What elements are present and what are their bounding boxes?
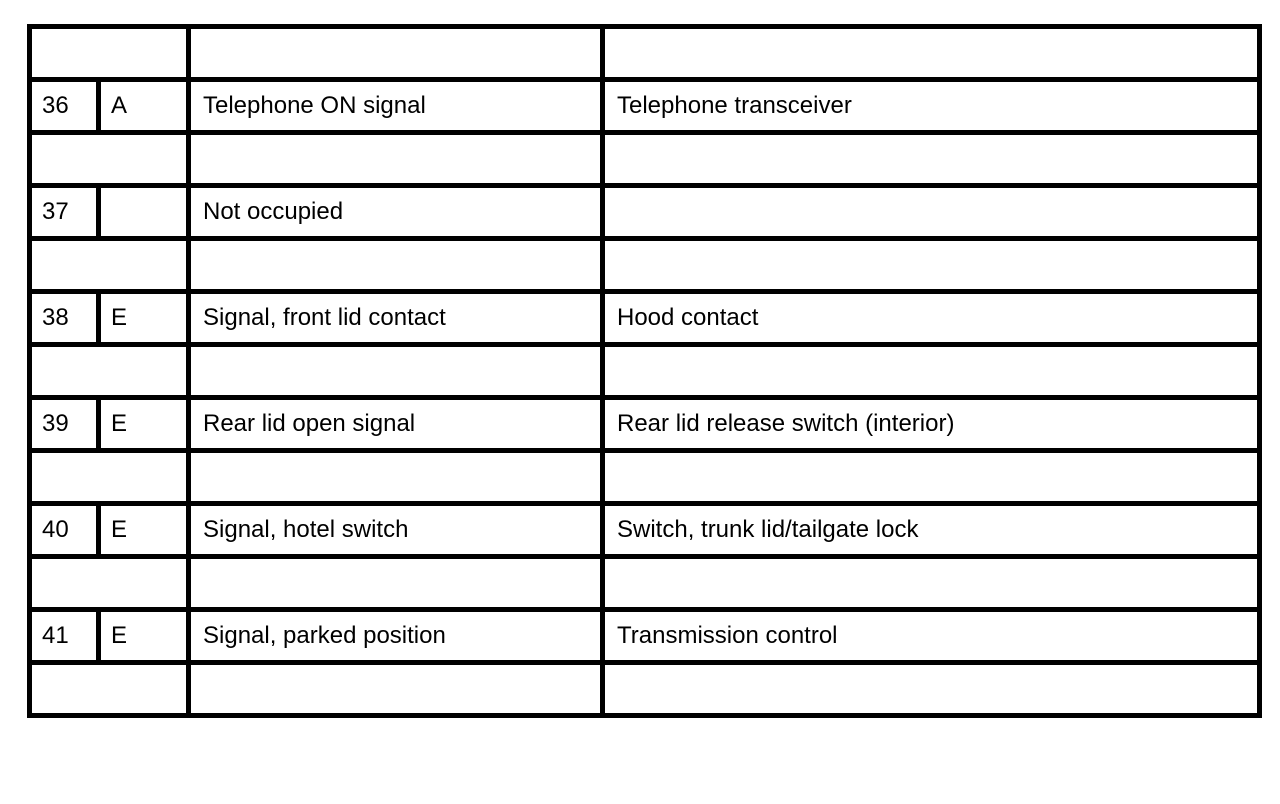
spacer-cell-description xyxy=(189,451,603,504)
signal-direction-cell: A xyxy=(99,80,189,133)
pin-assignment-table xyxy=(27,24,1262,718)
spacer-cell-description xyxy=(189,133,603,186)
spacer-cell-component xyxy=(603,133,1260,186)
table-row xyxy=(30,451,1260,504)
spacer-cell-description xyxy=(189,27,603,80)
component-cell: Rear lid release switch (interior) xyxy=(603,398,1260,451)
spacer-cell-pin xyxy=(30,451,189,504)
table-row xyxy=(30,186,1260,239)
spacer-cell-component xyxy=(603,345,1260,398)
spacer-cell-pin xyxy=(30,557,189,610)
spacer-cell-component xyxy=(603,239,1260,292)
table-row xyxy=(30,663,1260,716)
table-row xyxy=(30,27,1260,80)
table-row xyxy=(30,133,1260,186)
component-cell: Switch, trunk lid/tailgate lock xyxy=(603,504,1260,557)
component-cell xyxy=(603,186,1260,239)
spacer-cell-pin xyxy=(30,133,189,186)
spacer-cell-pin xyxy=(30,345,189,398)
pin-number-cell: 37 xyxy=(30,186,99,239)
table-row xyxy=(30,610,1260,663)
table-row xyxy=(30,504,1260,557)
spacer-cell-component xyxy=(603,451,1260,504)
table-row xyxy=(30,398,1260,451)
signal-direction-cell: E xyxy=(99,504,189,557)
spacer-cell-pin xyxy=(30,239,189,292)
signal-direction-cell: E xyxy=(99,610,189,663)
signal-description-cell: Signal, parked position xyxy=(189,610,603,663)
signal-direction-cell xyxy=(99,186,189,239)
signal-description-cell: Not occupied xyxy=(189,186,603,239)
signal-description-cell: Telephone ON signal xyxy=(189,80,603,133)
pin-number-cell: 41 xyxy=(30,610,99,663)
spacer-cell-description xyxy=(189,345,603,398)
spacer-cell-description xyxy=(189,239,603,292)
signal-direction-cell: E xyxy=(99,292,189,345)
signal-description-cell: Rear lid open signal xyxy=(189,398,603,451)
component-cell: Hood contact xyxy=(603,292,1260,345)
spacer-cell-component xyxy=(603,557,1260,610)
table-row xyxy=(30,292,1260,345)
pin-number-cell: 36 xyxy=(30,80,99,133)
spacer-cell-description xyxy=(189,557,603,610)
table-row xyxy=(30,345,1260,398)
spacer-cell-component xyxy=(603,27,1260,80)
pin-number-cell: 40 xyxy=(30,504,99,557)
pin-table-body xyxy=(30,27,1260,716)
component-cell: Telephone transceiver xyxy=(603,80,1260,133)
pin-number-cell: 38 xyxy=(30,292,99,345)
spacer-cell-description xyxy=(189,663,603,716)
component-cell: Transmission control xyxy=(603,610,1260,663)
signal-description-cell: Signal, hotel switch xyxy=(189,504,603,557)
spacer-cell-pin xyxy=(30,663,189,716)
signal-description-cell: Signal, front lid contact xyxy=(189,292,603,345)
table-row xyxy=(30,557,1260,610)
signal-direction-cell: E xyxy=(99,398,189,451)
table-row xyxy=(30,239,1260,292)
spacer-cell-component xyxy=(603,663,1260,716)
table-row xyxy=(30,80,1260,133)
pin-number-cell: 39 xyxy=(30,398,99,451)
spacer-cell-pin xyxy=(30,27,189,80)
